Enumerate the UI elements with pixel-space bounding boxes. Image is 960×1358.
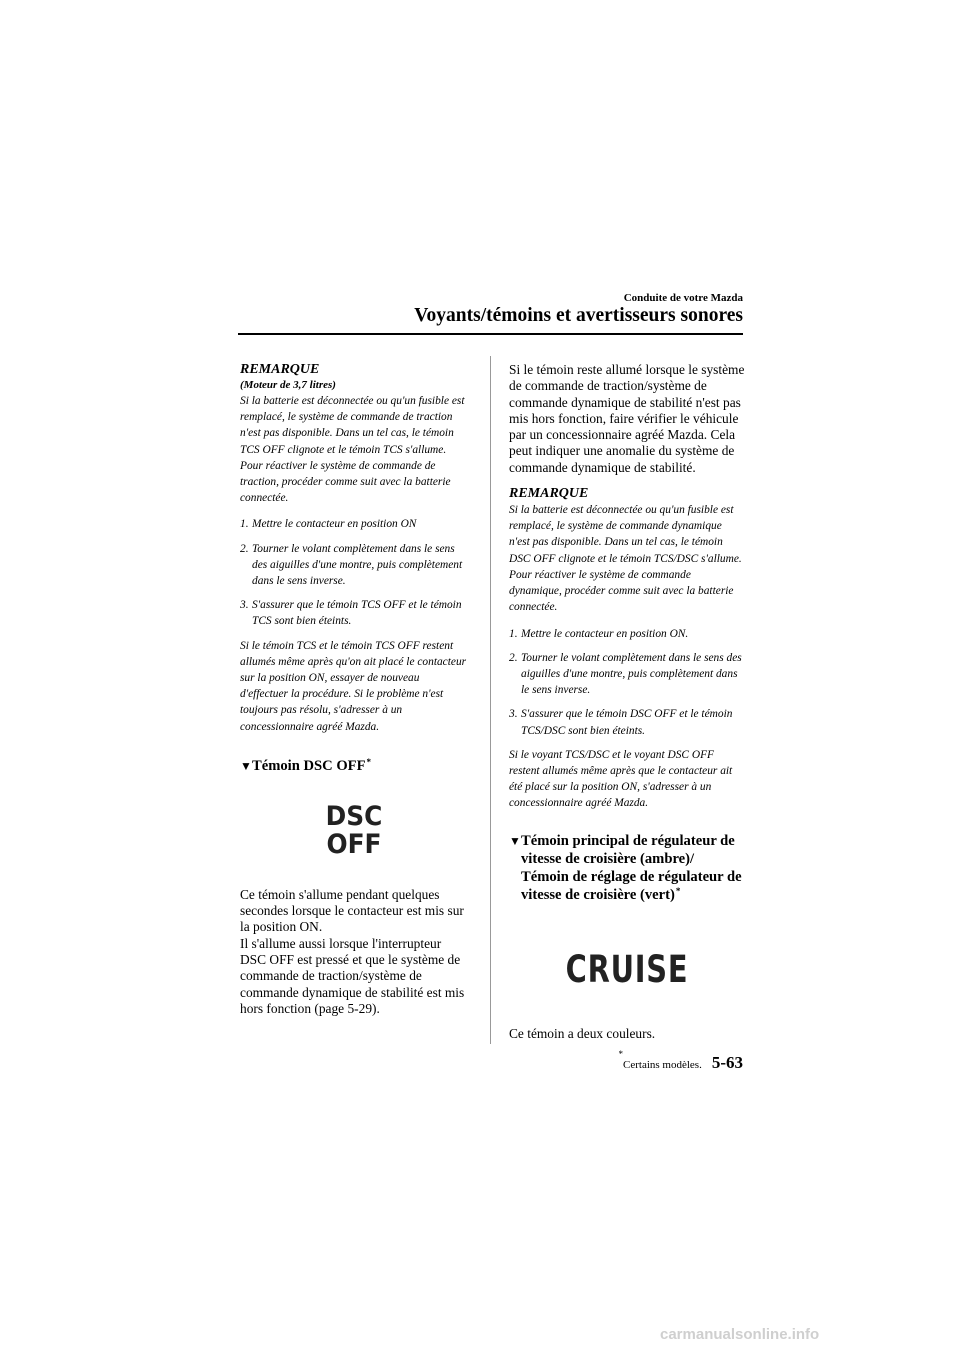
note-subheading: (Moteur de 3,7 litres) xyxy=(240,379,336,391)
step-text: Mettre le contacteur en position ON xyxy=(252,518,417,531)
right-column xyxy=(509,362,745,1042)
dsc-off-indicator-icon xyxy=(249,800,459,860)
left-column xyxy=(240,362,468,1017)
indicator-label-line1: DSC xyxy=(325,800,383,832)
note-heading: REMARQUE xyxy=(240,362,320,377)
column-divider xyxy=(490,356,491,1044)
section-heading-text: Témoin DSC OFF xyxy=(252,757,366,774)
note-heading: REMARQUE xyxy=(509,486,589,502)
step-number: 3. xyxy=(240,599,249,612)
body-paragraph: Il s'allume aussi lorsque l'interrupteur DSC OFF est pressé et que le système de commande de traction/système de commande dynamique de stabilité est mis hors fonction (page 5-29). xyxy=(240,935,465,1016)
note-steps xyxy=(240,516,468,629)
note-step xyxy=(509,650,745,699)
cruise-indicator-icon xyxy=(535,947,719,991)
section-heading-cruise xyxy=(509,832,745,904)
body-paragraph: Ce témoin s'allume pendant quelques secondes lorsque le contacteur est mis sur la position ON. xyxy=(240,886,464,935)
note-after-steps: Si le voyant TCS/DSC et le voyant DSC OFF restent allumés même après que le contacteur ait été placé sur la position ON, s'adresser à un concessionnaire agréé Mazda. xyxy=(509,748,733,810)
header-rule xyxy=(238,333,743,335)
triangle-bullet-icon: ▼ xyxy=(509,833,521,848)
note-text: Pour réactiver le système de commande dynamique, procéder comme suit avec la batterie connectée. xyxy=(509,568,734,614)
step-number: 2. xyxy=(509,651,518,664)
section-heading-dsc-off xyxy=(240,757,468,775)
note-step xyxy=(240,541,468,590)
note-steps xyxy=(509,626,745,739)
step-number: 1. xyxy=(240,518,249,531)
note-block xyxy=(509,502,745,811)
note-after-steps: Si le témoin TCS et le témoin TCS OFF restent allumés même après qu'on ait placé le contacteur sur la position ON, essayer de nouveau d'effectuer la procédure. Si le problème n'est toujours pas résolu, s'adresser à un concessionnaire agréé Mazda. xyxy=(240,639,467,733)
note-block xyxy=(240,393,468,735)
step-text: S'assurer que le témoin DSC OFF et le témoin TCS/DSC sont bien éteints. xyxy=(521,708,733,737)
asterisk-icon: * xyxy=(366,756,372,767)
section-heading-text: Témoin principal de régulateur de vitesse de croisière (ambre)/ Témoin de réglage de régulateur de vitesse de croisière (vert) xyxy=(521,832,742,903)
note-text: Si la batterie est déconnectée ou qu'un fusible est remplacé, le système de commande dynamique n'est pas disponible. Dans un tel cas, le témoin DSC OFF clignote et le témoin TCS/DSC s'allume. xyxy=(509,504,742,565)
watermark: carmanualsonline.info xyxy=(660,1326,820,1343)
footer-note: Certains modèles. xyxy=(623,1059,702,1071)
page-footer xyxy=(500,1049,743,1073)
indicator-label: CRUISE xyxy=(565,947,689,991)
step-text: Mettre le contacteur en position ON. xyxy=(521,627,689,640)
step-text: S'assurer que le témoin TCS OFF et le témoin TCS sont bien éteints. xyxy=(252,599,462,628)
asterisk-icon: * xyxy=(675,885,681,896)
step-text: Tourner le volant complètement dans le sens des aiguilles d'une montre, puis complètement dans le sens inverse. xyxy=(521,651,742,697)
indicator-label-line2: OFF xyxy=(326,828,382,860)
triangle-bullet-icon: ▼ xyxy=(240,758,252,773)
note-text: Si la batterie est déconnectée ou qu'un fusible est remplacé, le système de commande de traction n'est pas disponible. Dans un tel cas, le témoin TCS OFF clignote et le témoin TCS s'allume. Pour réactiver le système de commande de traction, procéder comme suit avec la batterie connectée. xyxy=(240,395,465,505)
step-text: Tourner le volant complètement dans le sens des aiguilles d'une montre, puis complètement dans le sens inverse. xyxy=(252,542,463,588)
running-header-section: Conduite de votre Mazda xyxy=(623,292,743,304)
step-number: 2. xyxy=(240,542,249,555)
note-step xyxy=(509,626,745,642)
page-number: 5-63 xyxy=(711,1053,743,1072)
step-number: 3. xyxy=(509,708,518,721)
note-step xyxy=(240,516,468,532)
body-paragraph: Si le témoin reste allumé lorsque le système de commande de traction/système de commande dynamique de stabilité n'est pas mis hors fonction, faire vérifier le véhicule par un concessionnaire agréé Mazda. Cela peut indiquer une anomalie du système de commande dynamique de stabilité. xyxy=(509,362,745,475)
note-step xyxy=(509,706,745,738)
note-step xyxy=(240,597,468,629)
body-paragraph: Ce témoin a deux couleurs. xyxy=(509,1025,656,1041)
step-number: 1. xyxy=(509,627,518,640)
running-header-title: Voyants/témoins et avertisseurs sonores xyxy=(414,305,743,326)
asterisk-icon: * xyxy=(618,1049,623,1059)
